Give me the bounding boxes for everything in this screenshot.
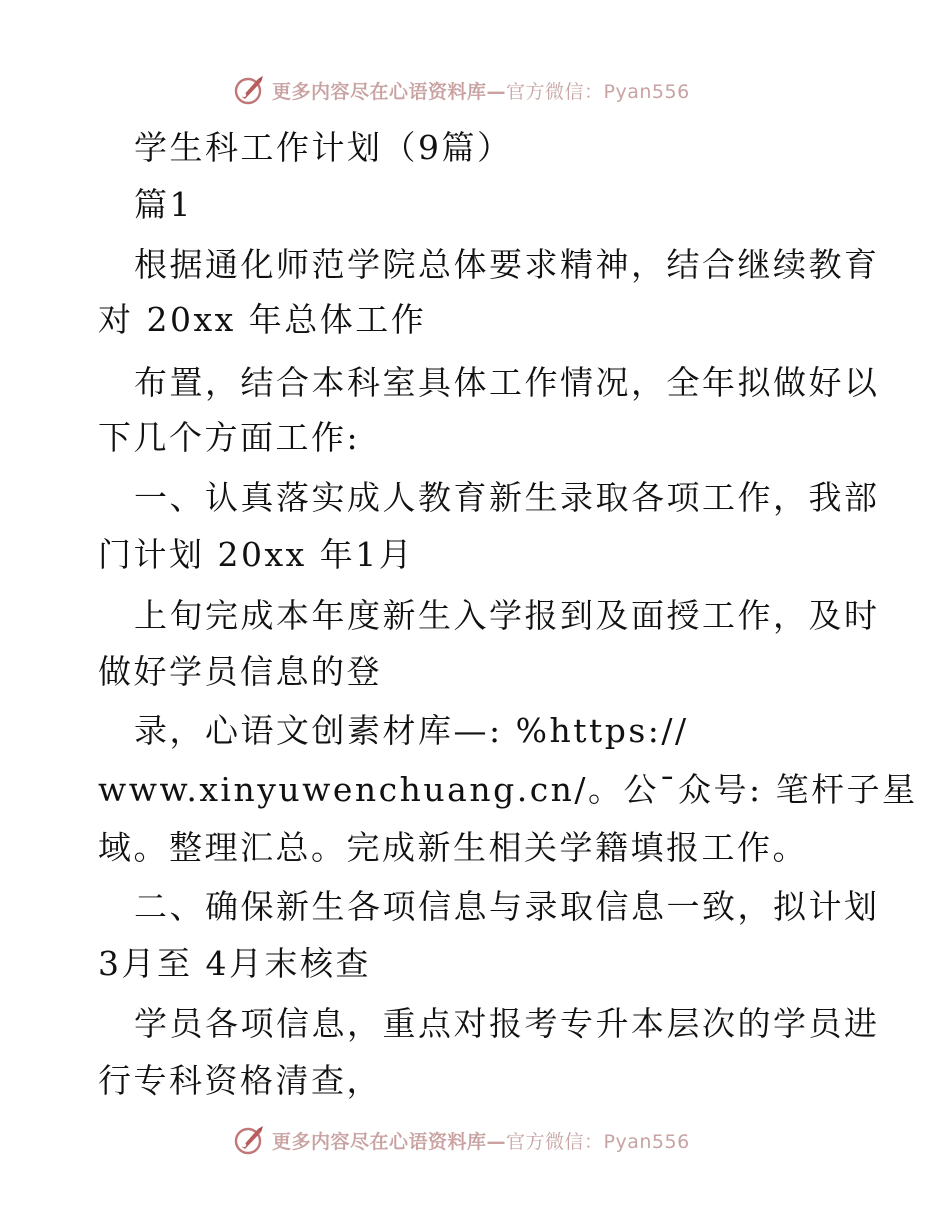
paragraph-line: 做好学员信息的登	[98, 652, 382, 691]
paragraph-line: 一、认真落实成人教育新生录取各项工作，我部	[134, 478, 880, 517]
paragraph-line: 门计划 20xx 年1月	[98, 535, 415, 574]
paragraph-line: 行专科资格清查，	[98, 1061, 382, 1100]
section-heading: 篇1	[134, 185, 193, 224]
paragraph-line: 根据通化师范学院总体要求精神，结合继续教育	[134, 245, 880, 284]
watermark-text	[272, 77, 690, 104]
quill-logo-icon	[232, 1123, 266, 1157]
footer-watermark	[232, 1122, 690, 1158]
paragraph-line: 录，心语文创素材库—: %https://	[134, 711, 689, 750]
quill-logo-icon	[232, 73, 266, 107]
paragraph-line: 下几个方面工作:	[98, 418, 361, 457]
paragraph-line: 对 20xx 年总体工作	[98, 300, 427, 339]
watermark-site-text: 更多内容尽在心语资料库—	[272, 80, 507, 103]
watermark-wechat-text: 官方微信：Pyan556	[506, 1130, 690, 1153]
document-title: 学生科工作计划（9篇）	[134, 128, 513, 167]
paragraph-line: 域。整理汇总。完成新生相关学籍填报工作。	[98, 828, 808, 867]
paragraph-line: 上旬完成本年度新生入学报到及面授工作，及时	[134, 596, 880, 635]
paragraph-line: www.xinyuwenchuang.cn/。公¯众号: 笔杆子星	[98, 770, 918, 809]
watermark-wechat-text: 官方微信：Pyan556	[506, 80, 690, 103]
paragraph-line: 布置，结合本科室具体工作情况，全年拟做好以	[134, 363, 880, 402]
header-watermark	[232, 72, 690, 108]
watermark-text	[272, 1127, 690, 1154]
watermark-site-text: 更多内容尽在心语资料库—	[272, 1130, 507, 1153]
paragraph-line: 3月至 4月末核查	[98, 944, 371, 983]
paragraph-line: 二、确保新生各项信息与录取信息一致，拟计划	[134, 887, 880, 926]
paragraph-line: 学员各项信息，重点对报考专升本层次的学员进	[134, 1004, 880, 1043]
